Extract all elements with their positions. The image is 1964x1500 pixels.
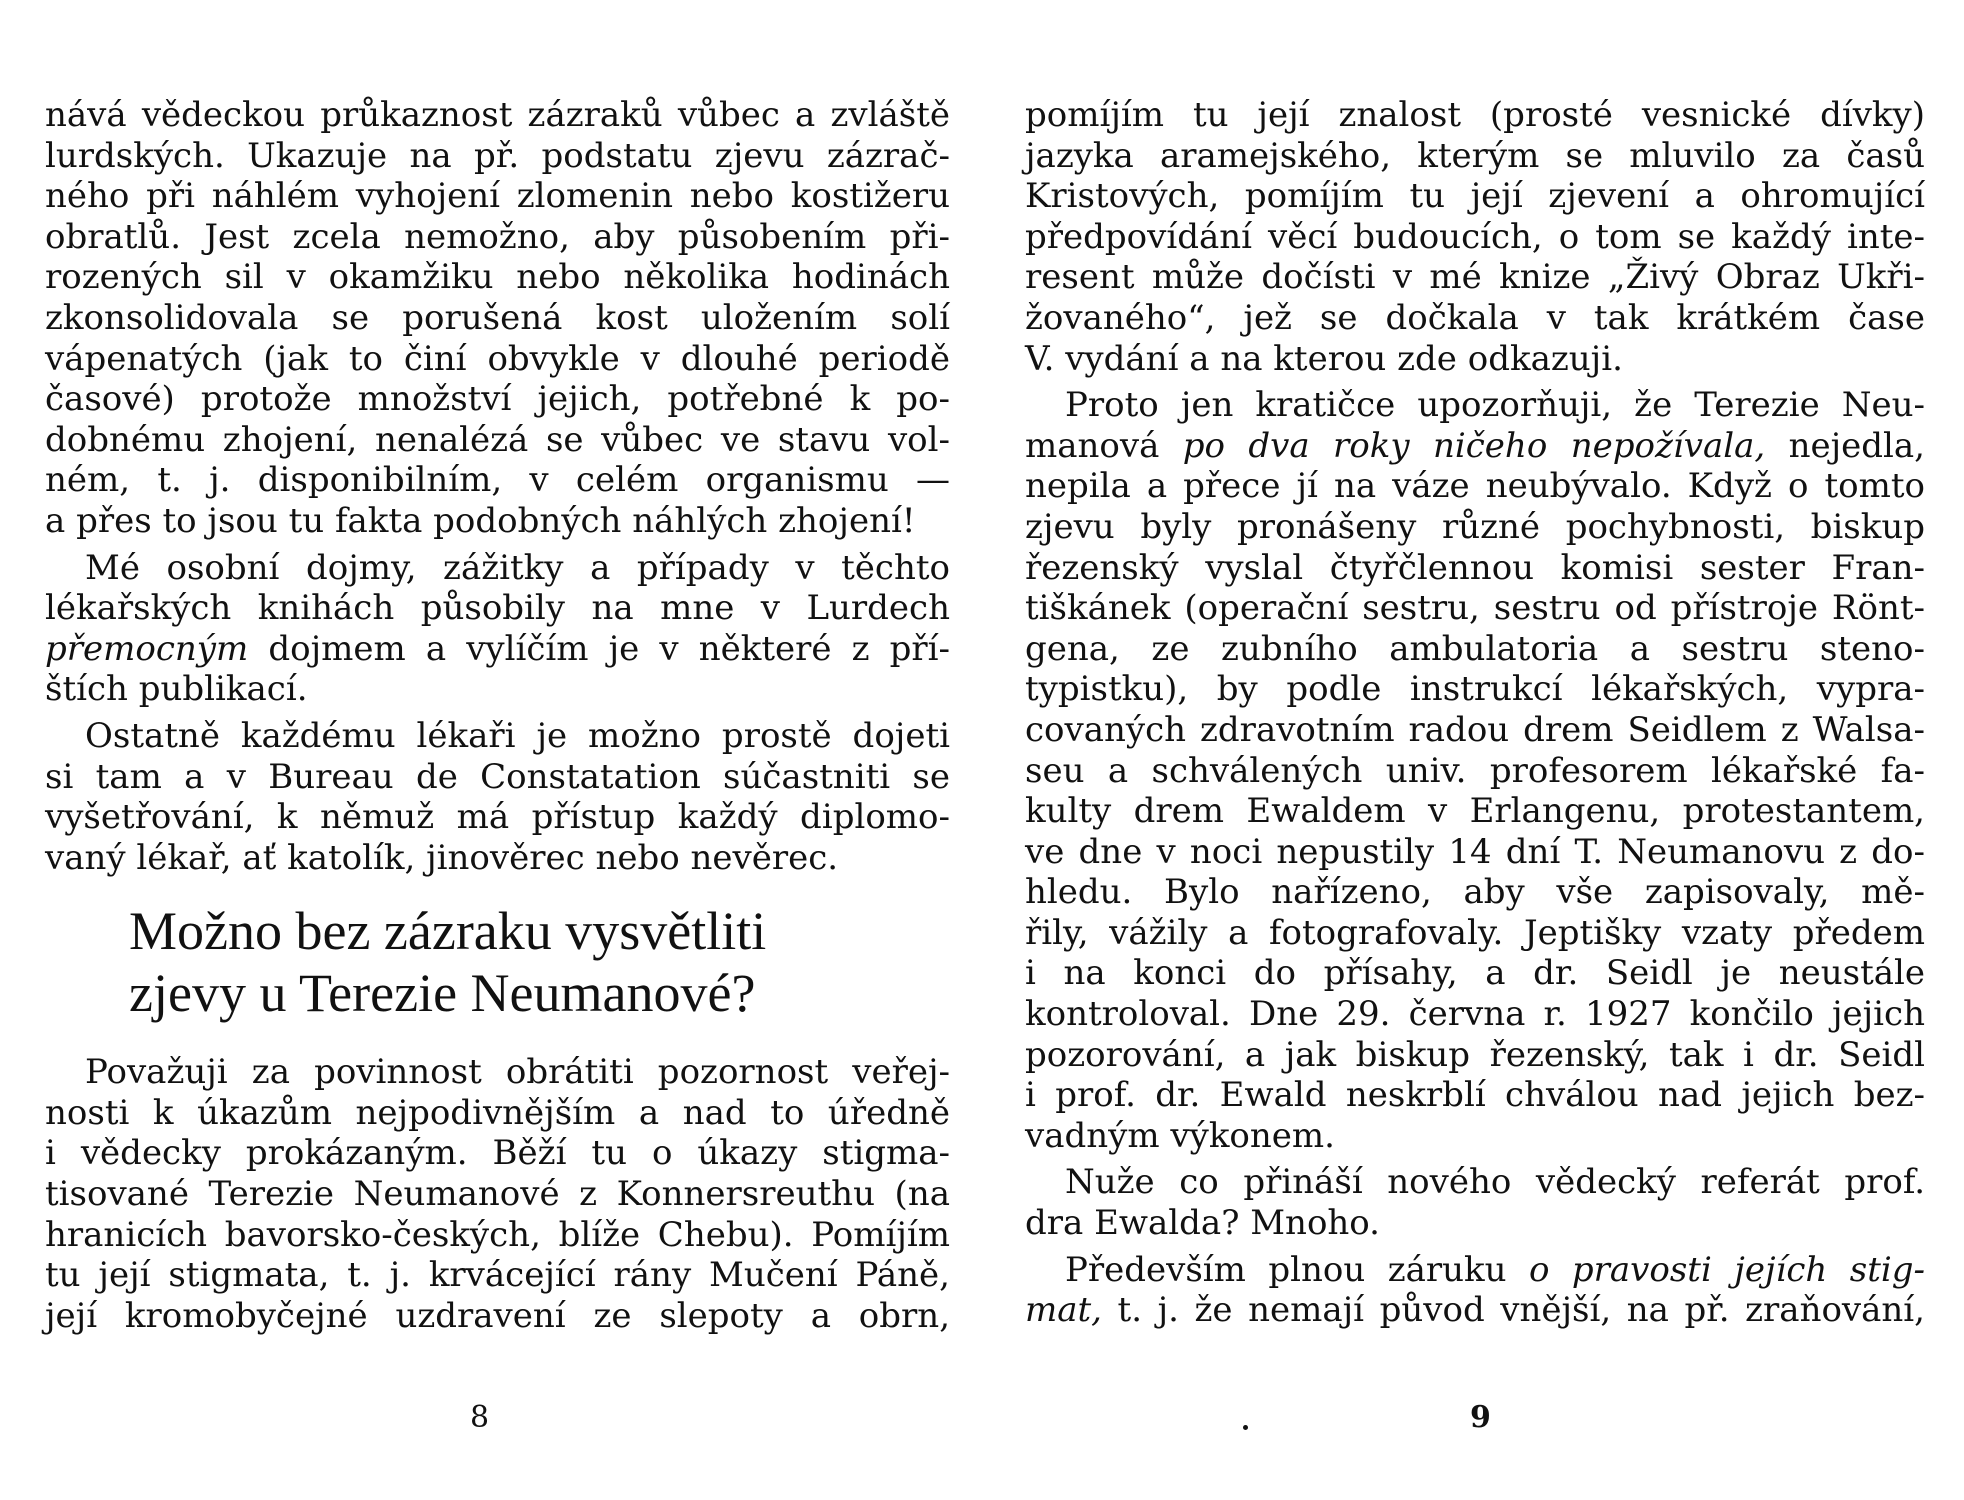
page-number-right: 9 [1470, 1400, 1491, 1435]
text-line: štích publikací. [45, 669, 308, 710]
text-fragment: nejedla, [1765, 425, 1925, 466]
text-line: řily, vážily a fotografovaly. Jeptišky vzaty předem [1025, 912, 1925, 953]
heading-line: Možno bez zázraku vysvětliti [129, 901, 767, 962]
text-line: i na konci do přísahy, a dr. Seidl je neustále [1025, 953, 1925, 994]
text-line: kontroloval. Dne 29. června r. 1927 končilo jejich [1025, 994, 1925, 1035]
paragraph [45, 95, 950, 542]
text-line: časové) protože množství jejich, potřebné k po- [45, 379, 950, 420]
text-line: hledu. Bylo nařízeno, aby vše zapisovaly, mě- [1025, 872, 1925, 913]
text-fragment: manová [1025, 425, 1183, 466]
text-line-with-italic: přemocným dojmem a vylíčím je v některé z pří- [45, 628, 950, 669]
text-line: pozorování, a jak biskup řezenský, tak i dr. Seidl [1025, 1034, 1925, 1075]
text-line: ve dne v noci nepustily 14 dní T. Neumanovu z do- [1025, 831, 1925, 872]
text-line: si tam a v Bureau de Constatation súčastniti se [45, 756, 950, 797]
text-line: a přes to jsou tu fakta podobných náhlých zhojení! [45, 500, 916, 541]
text-line: obratlů. Jest zcela nemožno, aby působením při- [45, 216, 950, 257]
paragraph [45, 716, 950, 878]
paragraph [1025, 1162, 1925, 1243]
text-fragment: t. j. že nemají původ vnější, na př. zraňování, [1101, 1290, 1925, 1331]
paragraph [45, 548, 950, 710]
text-line: Proto jen kratičce upozorňuji, že Terezie Neu- [1065, 385, 1925, 426]
text-line: gena, ze zubního ambulatoria a sestru steno- [1025, 628, 1925, 669]
italic-word: přemocným [45, 628, 249, 669]
text-line: Považuji za povinnost obrátiti pozornost veřej- [85, 1052, 950, 1093]
text-line: dobnému zhojení, nenalézá se vůbec ve stavu vol- [45, 419, 950, 460]
text-line: Ostatně každému lékaři je možno prostě dojeti [85, 715, 950, 756]
text-line: zjevu byly pronášeny různé pochybnosti, biskup [1025, 506, 1925, 547]
text-line: Kristových, pomíjím tu její zjevení a ohromující [1025, 176, 1925, 217]
text-line: jazyka aramejského, kterým se mluvilo za časů [1025, 135, 1925, 176]
text-line: zkonsolidovala se porušená kost uložením solí [45, 297, 950, 338]
paragraph [1025, 385, 1925, 1156]
italic-phrase: po dva roky ničeho nepožívala, [1182, 425, 1766, 466]
paragraph [45, 1052, 950, 1336]
section-heading [129, 900, 889, 1024]
text-line: i prof. dr. Ewald neskrblí chválou nad jejich bez- [1025, 1075, 1925, 1116]
text-line: Nuže co přináší nového vědecký referát prof. [1065, 1162, 1925, 1203]
left-page [45, 95, 950, 1342]
text-line: vadným výkonem. [1025, 1115, 1335, 1156]
text-line: Mé osobní dojmy, zážitky a případy v těchto [85, 547, 950, 588]
text-line: tu její stigmata, t. j. krvácející rány Mučení Páně, [45, 1255, 950, 1296]
text-line: vyšetřování, k němuž má přístup každý diplomo- [45, 797, 950, 838]
italic-phrase: mat, [1025, 1290, 1102, 1331]
text-line: lurdských. Ukazuje na př. podstatu zjevu zázrač- [45, 135, 950, 176]
text-line: pomíjím tu její znalost (prosté vesnické dívky) [1025, 95, 1925, 135]
text-line: tiškánek (operační sestru, sestru od přístroje Rönt- [1025, 588, 1925, 629]
text-line: její kromobyčejné uzdravení ze slepoty a obrn, [45, 1295, 950, 1336]
text-line: nává vědeckou průkaznost zázraků vůbec a zvláště [45, 95, 950, 135]
text-line-with-italic [1025, 1290, 1925, 1331]
text-line-with-italic [1025, 426, 1925, 467]
text-line: hranicích bavorsko-českých, blíže Chebu). Pomíjím [45, 1214, 950, 1255]
print-speck [1243, 1425, 1248, 1430]
text-line: covaných zdravotním radou drem Seidlem z Walsa- [1025, 709, 1925, 750]
text-line: V. vydání a na kterou zde odkazuji. [1025, 338, 1623, 379]
text-line: i vědecky prokázaným. Běží tu o úkazy stigma- [45, 1133, 950, 1174]
paragraph [1025, 95, 1925, 379]
text-line: resent může dočísti v mé knize „Živý Obraz Ukři- [1025, 257, 1925, 298]
text-line: tisované Terezie Neumanové z Konnersreuthu (na [45, 1174, 950, 1215]
text-line: ného při náhlém vyhojení zlomenin nebo kostižeru [45, 176, 950, 217]
text-line: kulty drem Ewaldem v Erlangenu, protestantem, [1025, 791, 1925, 832]
text-line: nosti k úkazům nejpodivnějším a nad to úředně [45, 1092, 950, 1133]
italic-phrase: o pravosti jejích stig- [1528, 1249, 1925, 1290]
text-line: žovaného“, jež se dočkala v tak krátkém čase [1025, 297, 1925, 338]
text-line-with-italic [1025, 1250, 1925, 1291]
page-number-left: 8 [470, 1400, 490, 1435]
text-line: vápenatých (jak to činí obvykle v dlouhé periodě [45, 338, 950, 379]
paragraph [1025, 1250, 1925, 1331]
text-line: ném, t. j. disponibilním, v celém organismu — [45, 460, 950, 501]
text-line: typistku), by podle instrukcí lékařských, vypra- [1025, 669, 1925, 710]
text-line: rozených sil v okamžiku nebo několika hodinách [45, 257, 950, 298]
text-line: předpovídání věcí budoucích, o tom se každý inte- [1025, 216, 1925, 257]
text-line: řezenský vyslal čtyřčlennou komisi sester Fran- [1025, 547, 1925, 588]
text-line: nepila a přece jí na váze neubývalo. Když o tomto [1025, 466, 1925, 507]
text-line: lékařských knihách působily na mne v Lurdech [45, 588, 950, 629]
text-line: seu a schválených univ. profesorem lékařské fa- [1025, 750, 1925, 791]
heading-line: zjevy u Terezie Neumanové? [129, 963, 756, 1024]
text-line: dra Ewalda? Mnoho. [1025, 1203, 1380, 1244]
text-line: vaný lékař, ať katolík, jinověrec nebo nevěrec. [45, 837, 839, 878]
text-fragment: Především plnou záruku [1065, 1249, 1529, 1290]
right-page [1025, 95, 1925, 1337]
